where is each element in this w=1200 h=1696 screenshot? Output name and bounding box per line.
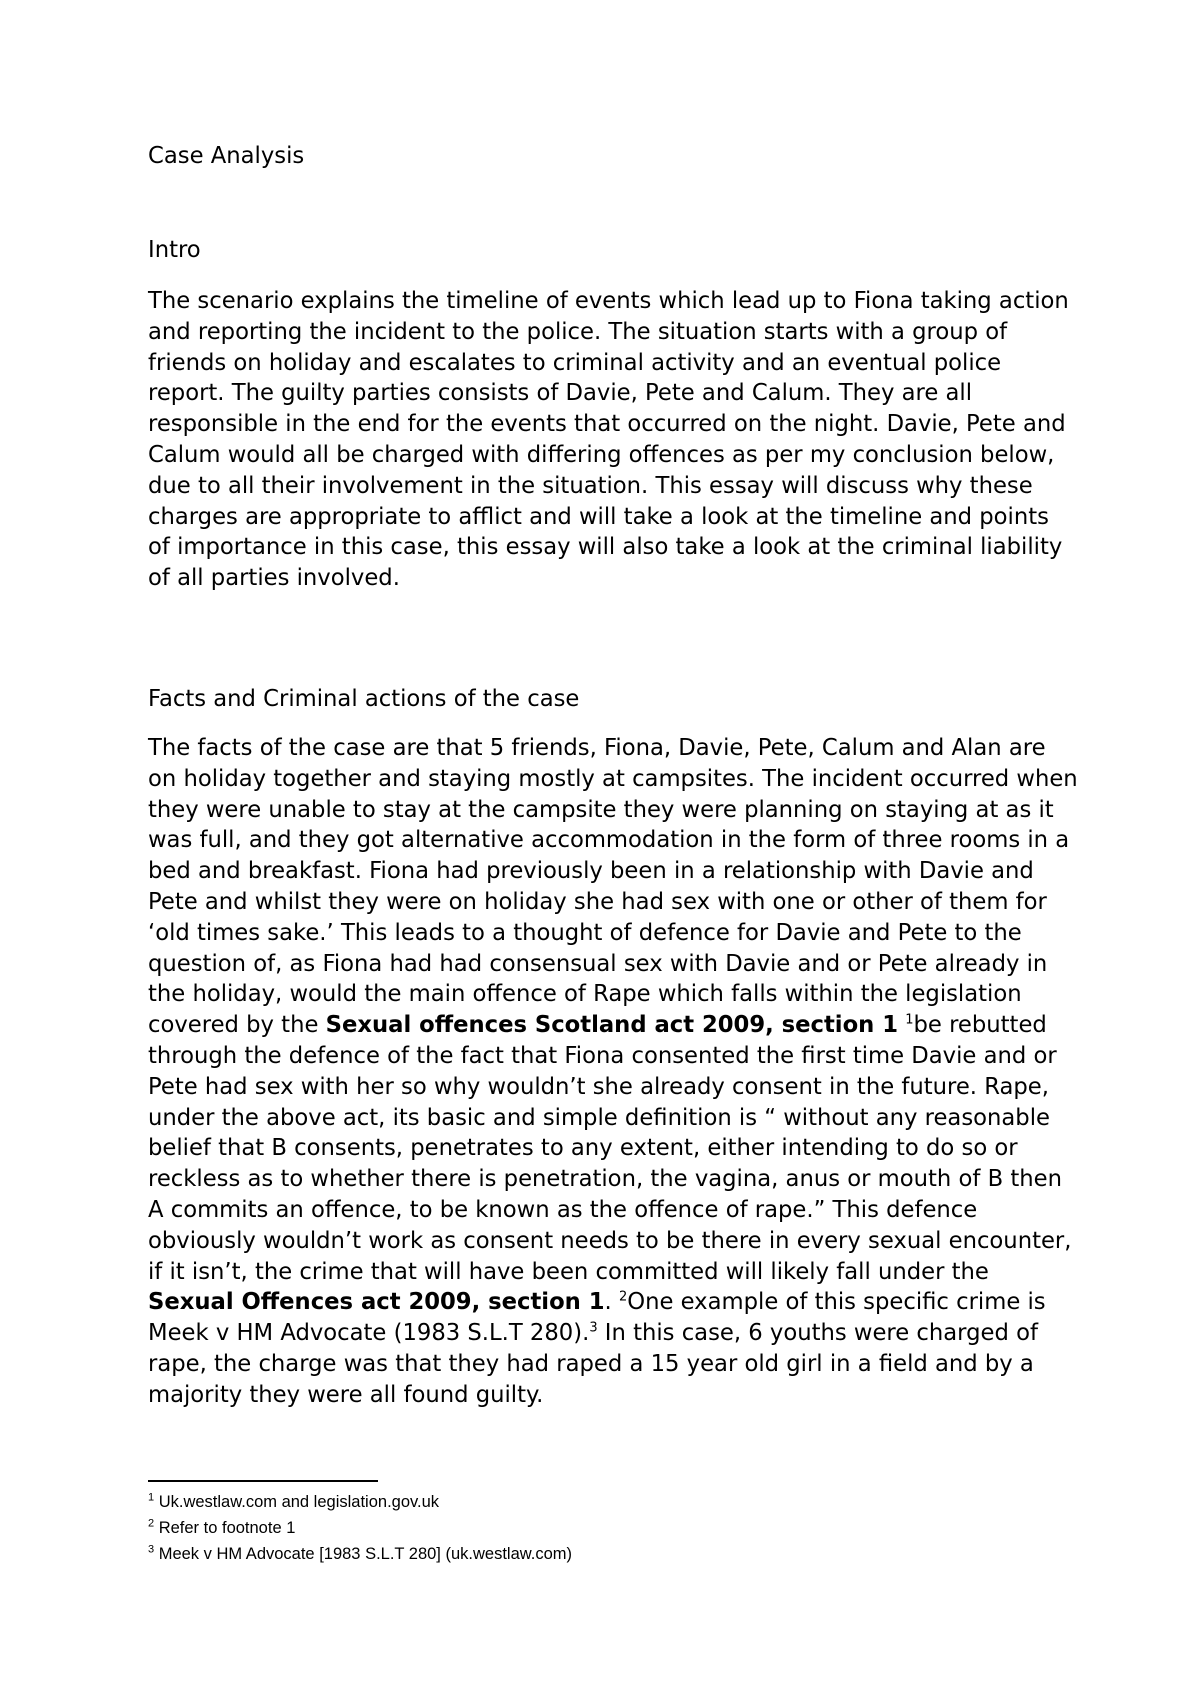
facts-text-2: be rebutted through the defence of the fact that Fiona consented the first time Davie and or Pete had sex with her so why wouldn’t she already consent in the future. Rape, under the above act, its basic and simple definition is “ without any reasonable belief that B consents, penetrates to any extent, either intending to do so or reckless as to whether there is penetration, the vagina, anus or mouth of B then A commits an offence, to be known as the offence of rape.” This defence obviously wouldn’t work as consent needs to be there in every sexual encounter, if it isn’t, the crime that will have been committed will likely fall under the bbox=[148, 1012, 1072, 1285]
footnote-3 bbox=[148, 1541, 1048, 1567]
footnote-separator bbox=[148, 1480, 378, 1482]
footnote-1 bbox=[148, 1489, 1048, 1515]
facts-text-3: . bbox=[604, 1289, 619, 1316]
facts-text-5: In this case, 6 youths were charged of rape, the charge was that they had raped a 15 year old girl in a field and by a majority they were all found guilty. bbox=[148, 1320, 1038, 1408]
intro-paragraph: The scenario explains the timeline of events which lead up to Fiona taking action and reporting the incident to the police. The situation starts with a group of friends on holiday and escalates to criminal activity and an eventual police report. The guilty parties consists of Davie, Pete and Calum. They are all responsible in the end for the events that occurred on the night. Davie, Pete and Calum would all be charged with differing offences as per my conclusion below, due to all their involvement in the situation. This essay will discuss why these charges are appropriate to afflict and will take a look at the timeline and points of importance in this case, this essay will also take a look at the criminal liability of all parties involved. bbox=[148, 288, 1069, 592]
footnote-ref-2[interactable]: 2 bbox=[618, 1289, 628, 1305]
footnote-ref-1[interactable]: 1 bbox=[905, 1012, 914, 1028]
footnote-2 bbox=[148, 1515, 1048, 1541]
facts-text-4: One example of this specific crime is Meek v HM Advocate (1983 S.L.T 280). bbox=[148, 1289, 1046, 1347]
footnote-text: Uk.westlaw.com and legislation.gov.uk bbox=[154, 1493, 440, 1511]
act-reference-bold-2: Sexual Offences act 2009, section 1 bbox=[148, 1289, 605, 1316]
document-title: Case Analysis bbox=[148, 143, 305, 169]
facts-text-1: The facts of the case are that 5 friends, Fiona, Davie, Pete, Calum and Alan are on holiday together and staying mostly at campsites. The incident occurred when they were unable to stay at the campsite they were planning on staying at as it was full, and they got alternative accommodation in the form of three rooms in a bed and breakfast. Fiona had previously been in a relationship with Davie and Pete and whilst they were on holiday she had sex with one or other of them for ‘old times sake.’ This leads to a thought of defence for Davie and Pete to the question of, as Fiona had had consensual sex with Davie and or Pete already in the holiday, would the main offence of Rape which falls within the legislation covered by the bbox=[148, 735, 1078, 1039]
facts-heading: Facts and Criminal actions of the case bbox=[148, 686, 580, 712]
footnote-number: 2 bbox=[148, 1517, 155, 1530]
footnote-text: Refer to footnote 1 bbox=[154, 1519, 296, 1537]
footnote-ref-3[interactable]: 3 bbox=[589, 1320, 598, 1336]
footnotes bbox=[148, 1489, 1048, 1567]
footnote-text: Meek v HM Advocate [1983 S.L.T 280] (uk.westlaw.com) bbox=[154, 1545, 573, 1563]
footnote-number: 1 bbox=[148, 1491, 155, 1504]
act-reference-bold-1: Sexual offences Scotland act 2009, section 1 bbox=[325, 1012, 899, 1039]
facts-paragraph bbox=[148, 733, 1078, 1411]
footnote-number: 3 bbox=[148, 1543, 155, 1556]
intro-heading: Intro bbox=[148, 237, 201, 263]
